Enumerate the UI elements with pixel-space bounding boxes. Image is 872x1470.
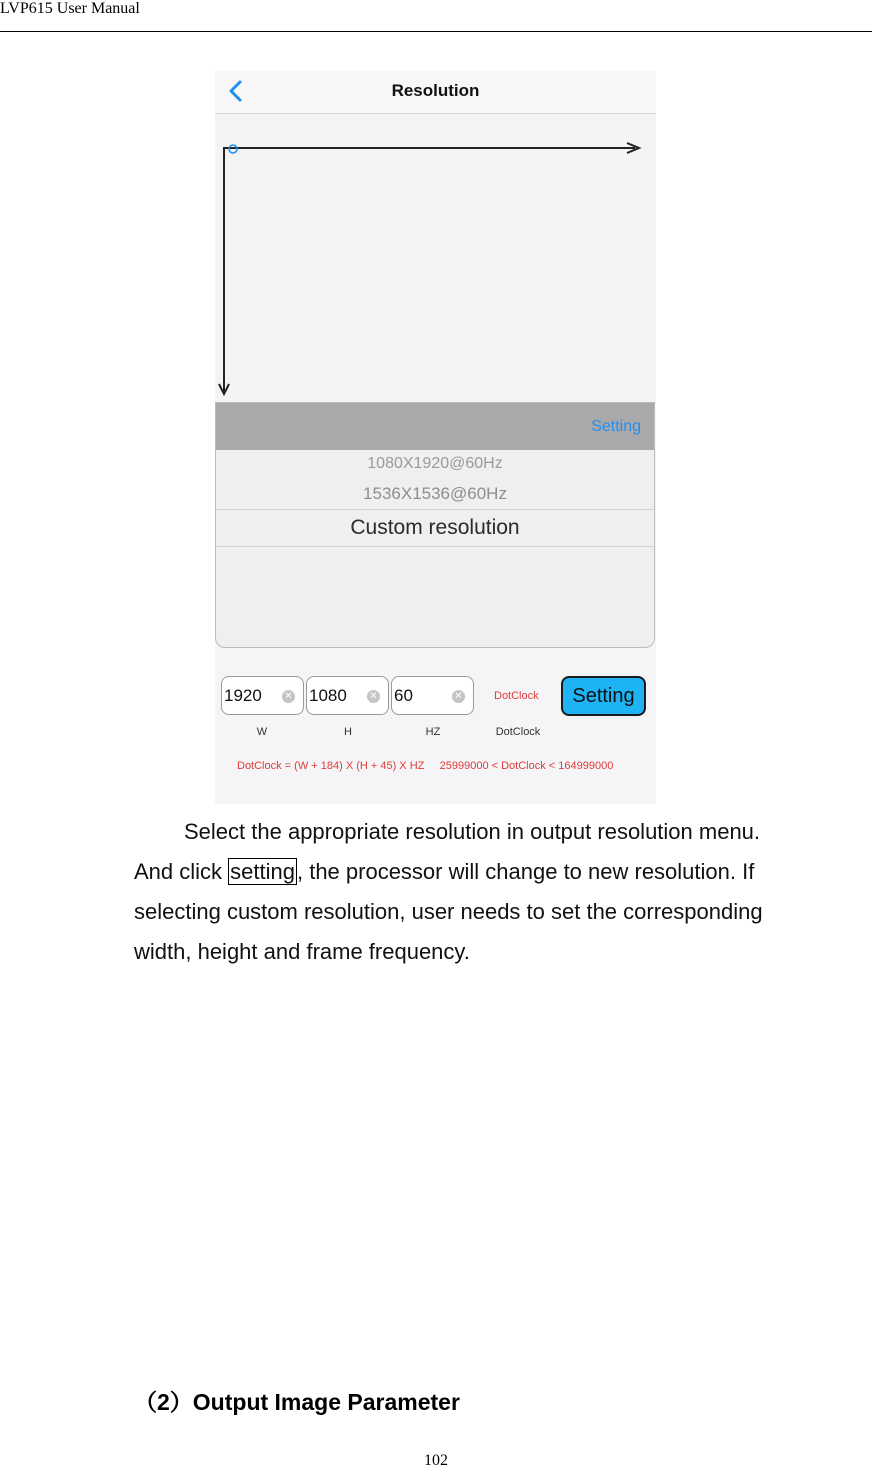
- picker-item[interactable]: 1080X1920@60Hz: [367, 455, 503, 472]
- width-value: 1920: [224, 686, 262, 705]
- body-line-2-prefix: And click: [134, 859, 229, 884]
- picker-setting-button[interactable]: Setting: [591, 418, 641, 435]
- body-line-3: selecting custom resolution, user needs to set the corresponding: [134, 899, 763, 924]
- setting-keyword: setting: [230, 859, 295, 884]
- clear-icon[interactable]: ✕: [282, 690, 295, 703]
- height-value: 1080: [309, 686, 347, 705]
- height-field[interactable]: [306, 676, 389, 715]
- picker-item-selected[interactable]: Custom resolution: [216, 509, 654, 547]
- picker-toolbar: [216, 403, 654, 450]
- height-label: H: [344, 726, 352, 738]
- body-line-4: width, height and frame frequency.: [134, 939, 470, 964]
- width-label: W: [256, 726, 268, 738]
- dotclock-value: DotClock: [494, 690, 539, 702]
- clear-icon[interactable]: ✕: [367, 690, 380, 703]
- nav-bar: [215, 71, 656, 114]
- clear-icon[interactable]: ✕: [452, 690, 465, 703]
- app-screenshot: [215, 71, 656, 804]
- hz-field[interactable]: [391, 676, 474, 715]
- dotclock-formula: DotClock = (W + 184) X (H + 45) X HZ 25999000 < DotClock < 164999000: [237, 760, 614, 772]
- nav-title: Resolution: [391, 81, 480, 100]
- body-line-1: Select the appropriate resolution in output resolution menu.: [184, 819, 761, 844]
- width-field[interactable]: [221, 676, 304, 715]
- header-divider: [0, 31, 872, 32]
- section-heading: （2）Output Image Parameter: [134, 1389, 460, 1415]
- picker-item[interactable]: 1536X1536@60Hz: [363, 484, 507, 503]
- body-line-2: [134, 852, 854, 892]
- axes-arrows-icon: [215, 114, 656, 402]
- hz-value: 60: [394, 686, 413, 705]
- resolution-picker-sheet: [215, 402, 655, 648]
- page-number: 102: [424, 1452, 448, 1469]
- body-line-2-suffix: , the processor will change to new resolution. If: [296, 859, 755, 884]
- setting-button[interactable]: Setting: [561, 676, 646, 716]
- hz-label: HZ: [425, 726, 441, 738]
- header-title: LVP615 User Manual: [0, 0, 140, 17]
- resolution-canvas: [215, 114, 656, 402]
- dotclock-label: DotClock: [495, 726, 541, 738]
